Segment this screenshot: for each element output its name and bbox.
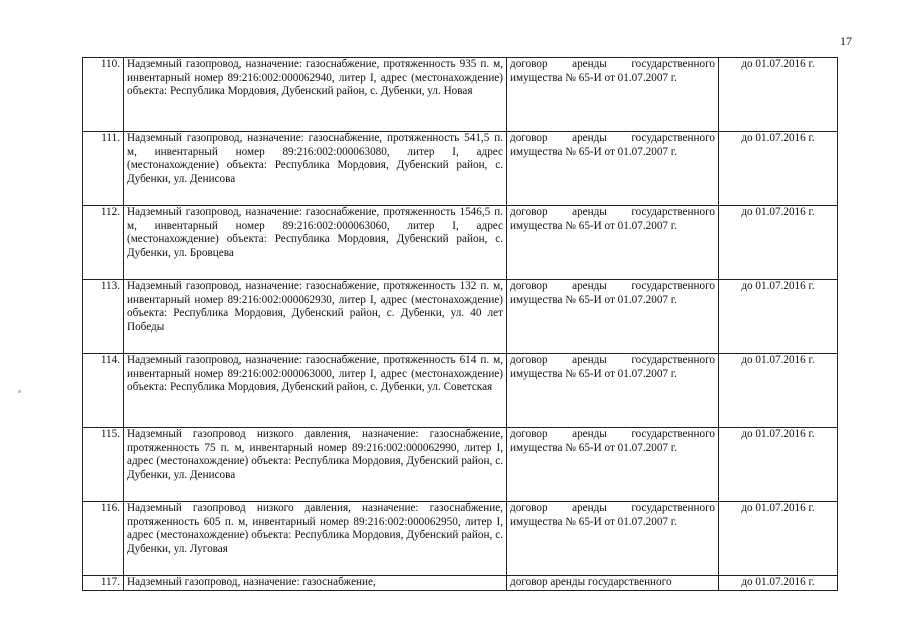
- lease-basis: договор аренды государственного имущества № 65-И от 01.07.2007 г.: [507, 58, 719, 132]
- object-description: Надземный газопровод, назначение: газоснабжение,: [124, 576, 507, 591]
- lease-term: до 01.07.2016 г.: [719, 502, 838, 576]
- lease-basis: договор аренды государственного имущества № 65-И от 01.07.2007 г.: [507, 502, 719, 576]
- row-number: 114.: [83, 354, 124, 428]
- property-registry-table: [82, 57, 838, 591]
- lease-term: до 01.07.2016 г.: [719, 428, 838, 502]
- scan-artifact: [18, 390, 21, 393]
- object-description: Надземный газопровод, назначение: газоснабжение, протяженность 132 п. м, инвентарный номер 89:216:002:000062930, литер I, адрес (местонахождение) объекта: Республика Мордовия, Дубенский район, с. Дубенки, ул. 40 лет Победы: [124, 280, 507, 354]
- object-description: Надземный газопровод, назначение: газоснабжение, протяженность 541,5 п. м, инвентарный номер 89:216:002:000063080, литер I, адрес (местонахождение) объекта: Республика Мордовия, Дубенский район, с. Дубенки, ул. Денисова: [124, 132, 507, 206]
- row-number: 116.: [83, 502, 124, 576]
- lease-term: до 01.07.2016 г.: [719, 576, 838, 591]
- row-number: 113.: [83, 280, 124, 354]
- object-description: Надземный газопровод, назначение: газоснабжение, протяженность 935 п. м, инвентарный номер 89:216:002:000062940, литер I, адрес (местонахождение) объекта: Республика Мордовия, Дубенский район, с. Дубенки, ул. Новая: [124, 58, 507, 132]
- row-number: 115.: [83, 428, 124, 502]
- lease-basis: договор аренды государственного имущества № 65-И от 01.07.2007 г.: [507, 206, 719, 280]
- row-number: 112.: [83, 206, 124, 280]
- object-description: Надземный газопровод, назначение: газоснабжение, протяженность 1546,5 п. м, инвентарный номер 89:216:002:000063060, литер I, адрес (местонахождение) объекта: Республика Мордовия, Дубенский район, с. Дубенки, ул. Бровцева: [124, 206, 507, 280]
- lease-term: до 01.07.2016 г.: [719, 280, 838, 354]
- object-description: Надземный газопровод низкого давления, назначение: газоснабжение, протяженность 605 п. м, инвентарный номер 89:216:002:000062950, литер I, адрес (местонахождение) объекта: Республика Мордовия, Дубенский район, с. Дубенки, ул. Луговая: [124, 502, 507, 576]
- lease-basis: договор аренды государственного имущества № 65-И от 01.07.2007 г.: [507, 354, 719, 428]
- lease-basis: договор аренды государственного: [507, 576, 719, 591]
- lease-term: до 01.07.2016 г.: [719, 132, 838, 206]
- row-number: 111.: [83, 132, 124, 206]
- object-description: Надземный газопровод низкого давления, назначение: газоснабжение, протяженность 75 п. м, инвентарный номер 89:216:002:000062990, литер I, адрес (местонахождение) объекта: Республика Мордовия, Дубенский район, с. Дубенки, ул. Денисова: [124, 428, 507, 502]
- lease-term: до 01.07.2016 г.: [719, 58, 838, 132]
- lease-basis: договор аренды государственного имущества № 65-И от 01.07.2007 г.: [507, 280, 719, 354]
- table-row: [83, 206, 838, 280]
- page-number: 17: [840, 34, 852, 48]
- table-row: [83, 58, 838, 132]
- table-row: [83, 576, 838, 591]
- row-number: 110.: [83, 58, 124, 132]
- row-number: 117.: [83, 576, 124, 591]
- table-row: [83, 502, 838, 576]
- table-row: [83, 428, 838, 502]
- object-description: Надземный газопровод, назначение: газоснабжение, протяженность 614 п. м, инвентарный номер 89:216:002:000063000, литер I, адрес (местонахождение) объекта: Республика Мордовия, Дубенский район, с. Дубенки, ул. Советская: [124, 354, 507, 428]
- lease-basis: договор аренды государственного имущества № 65-И от 01.07.2007 г.: [507, 428, 719, 502]
- table-row: [83, 280, 838, 354]
- table-row: [83, 132, 838, 206]
- lease-term: до 01.07.2016 г.: [719, 354, 838, 428]
- lease-term: до 01.07.2016 г.: [719, 206, 838, 280]
- table-row: [83, 354, 838, 428]
- lease-basis: договор аренды государственного имущества № 65-И от 01.07.2007 г.: [507, 132, 719, 206]
